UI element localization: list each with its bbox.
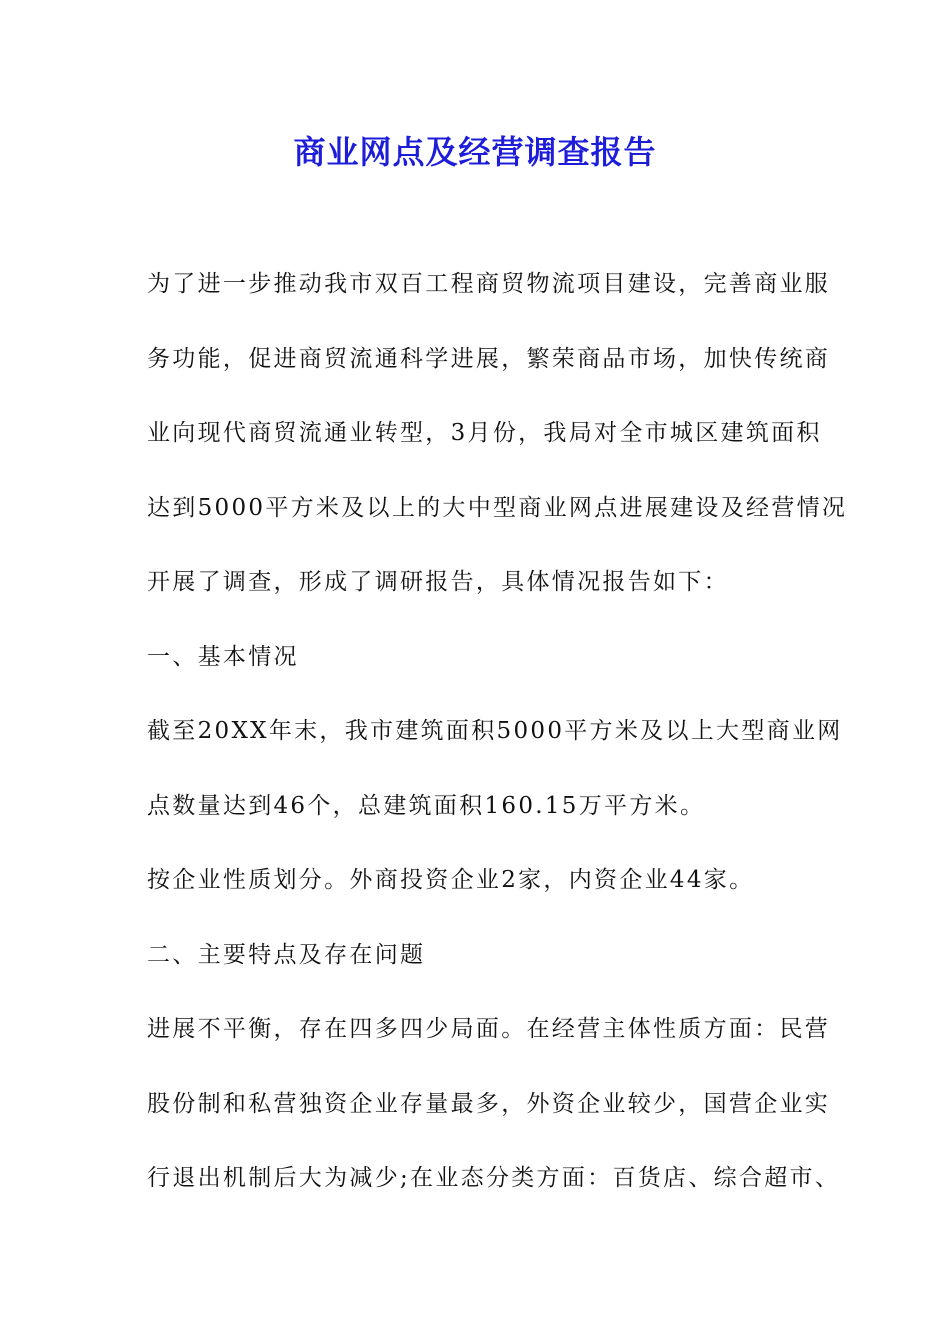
section-heading: 二、主要特点及存在问题 xyxy=(147,941,426,968)
document-title: 商业网点及经营调查报告 xyxy=(293,133,657,171)
paragraph-enterprise-nature xyxy=(147,843,812,918)
paragraph-features xyxy=(147,992,841,1216)
text-line: 截至20XX年末，我市建筑面积5000平方米及以上大型商业网 xyxy=(147,718,843,744)
section-heading: 一、基本情况 xyxy=(147,643,299,670)
document-body xyxy=(147,247,848,1216)
section-heading-basic xyxy=(147,620,812,695)
text-line: 开展了调查，形成了调研报告，具体情况报告如下： xyxy=(147,569,729,595)
text-line: 行退出机制后大为减少;在业态分类方面：百货店、综合超市、 xyxy=(147,1165,841,1191)
text-line: 按企业性质划分。外商投资企业2家，内资企业44家。 xyxy=(147,867,755,893)
text-line: 达到5000平方米及以上的大中型商业网点进展建设及经营情况 xyxy=(147,494,848,521)
text-line: 股份制和私营独资企业存量最多，外资企业较少，国营企业实 xyxy=(147,1090,831,1117)
text-line: 业向现代商贸流通业转型，3月份，我局对全市城区建筑面积 xyxy=(147,420,822,446)
text-line: 务功能，促进商贸流通科学进展，繁荣商品市场，加快传统商 xyxy=(147,345,831,372)
paragraph-intro xyxy=(147,247,848,620)
paragraph-basic-stats xyxy=(147,694,843,843)
section-heading-features xyxy=(147,918,812,993)
text-line: 为了进一步推动我市双百工程商贸物流项目建设，完善商业服 xyxy=(147,271,831,297)
text-line: 点数量达到46个，总建筑面积160.15万平方米。 xyxy=(147,792,706,819)
text-line: 进展不平衡，存在四多四少局面。在经营主体性质方面：民营 xyxy=(147,1016,831,1042)
